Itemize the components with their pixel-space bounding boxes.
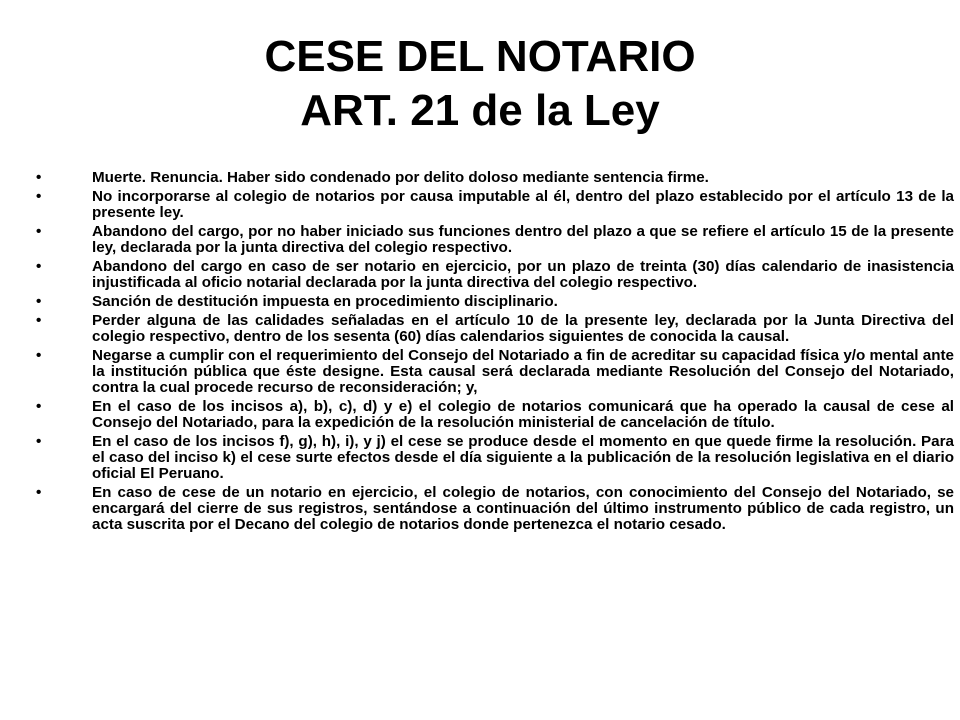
bullet-icon: • [36,188,42,205]
bullet-item-9 [36,434,954,482]
bullet-icon: • [36,258,42,275]
bullet-text: Perder alguna de las calidades señaladas en el artículo 10 de la presente ley, declarada por la Junta Directiva del colegio respectivo, dentro de los sesenta (60) días calendarios siguientes de conocida la causal. [92,312,954,345]
bullet-item-3 [36,224,954,256]
bullet-item-6 [36,313,954,345]
bullet-text: No incorporarse al colegio de notarios por causa imputable al él, dentro del plazo establecido por el artículo 13 de la presente ley. [92,188,954,221]
slide-title [0,30,960,138]
bullet-item-7 [36,348,954,396]
bullet-icon: • [36,293,42,310]
bullet-list [36,170,954,536]
bullet-text: En el caso de los incisos a), b), c), d) y e) el colegio de notarios comunicará que ha operado la causal de cese al Consejo del Notariado, para la expedición de la resolución ministerial de cancelación de título. [92,398,954,431]
bullet-text: Negarse a cumplir con el requerimiento del Consejo del Notariado a fin de acreditar su capacidad física y/o mental ante la institución pública que éste designe. Esta causal será declarada mediante Resolución del Consejo del Notariado, contra la cual procede recurso de reconsideración; y, [92,347,954,396]
bullet-text: Abandono del cargo, por no haber iniciado sus funciones dentro del plazo a que se refiere el artículo 15 de la presente ley, declarada por la junta directiva del colegio respectivo. [92,223,954,256]
bullet-icon: • [36,484,42,501]
title-line-2: ART. 21 de la Ley [300,86,660,135]
bullet-item-2 [36,189,954,221]
bullet-icon: • [36,312,42,329]
bullet-item-4 [36,259,954,291]
bullet-item-10 [36,485,954,533]
bullet-text: Abandono del cargo en caso de ser notario en ejercicio, por un plazo de treinta (30) días calendario de inasistencia injustificada al oficio notarial declarada por la junta directiva del colegio respectivo. [92,258,954,291]
bullet-item-5 [36,294,954,310]
bullet-text: En caso de cese de un notario en ejercicio, el colegio de notarios, con conocimiento del Consejo del Notariado, se encargará del cierre de sus registros, sentándose a continuación del último instrumento público de cada registro, un acta suscrita por el Decano del colegio de notarios donde pertenezca el notario cesado. [92,484,954,533]
bullet-icon: • [36,398,42,415]
bullet-icon: • [36,223,42,240]
bullet-item-1 [36,170,954,186]
bullet-item-8 [36,399,954,431]
bullet-text: En el caso de los incisos f), g), h), i), y j) el cese se produce desde el momento en que quede firme la resolución. Para el caso del inciso k) el cese surte efectos desde el día siguiente a la publicación de la resolución legislativa en el diario oficial El Peruano. [92,433,954,482]
bullet-text: Muerte. Renuncia. Haber sido condenado por delito doloso mediante sentencia firme. [92,169,709,186]
bullet-icon: • [36,433,42,450]
bullet-icon: • [36,347,42,364]
bullet-icon: • [36,169,42,186]
bullet-text: Sanción de destitución impuesta en procedimiento disciplinario. [92,293,558,310]
title-line-1: CESE DEL NOTARIO [264,32,696,81]
